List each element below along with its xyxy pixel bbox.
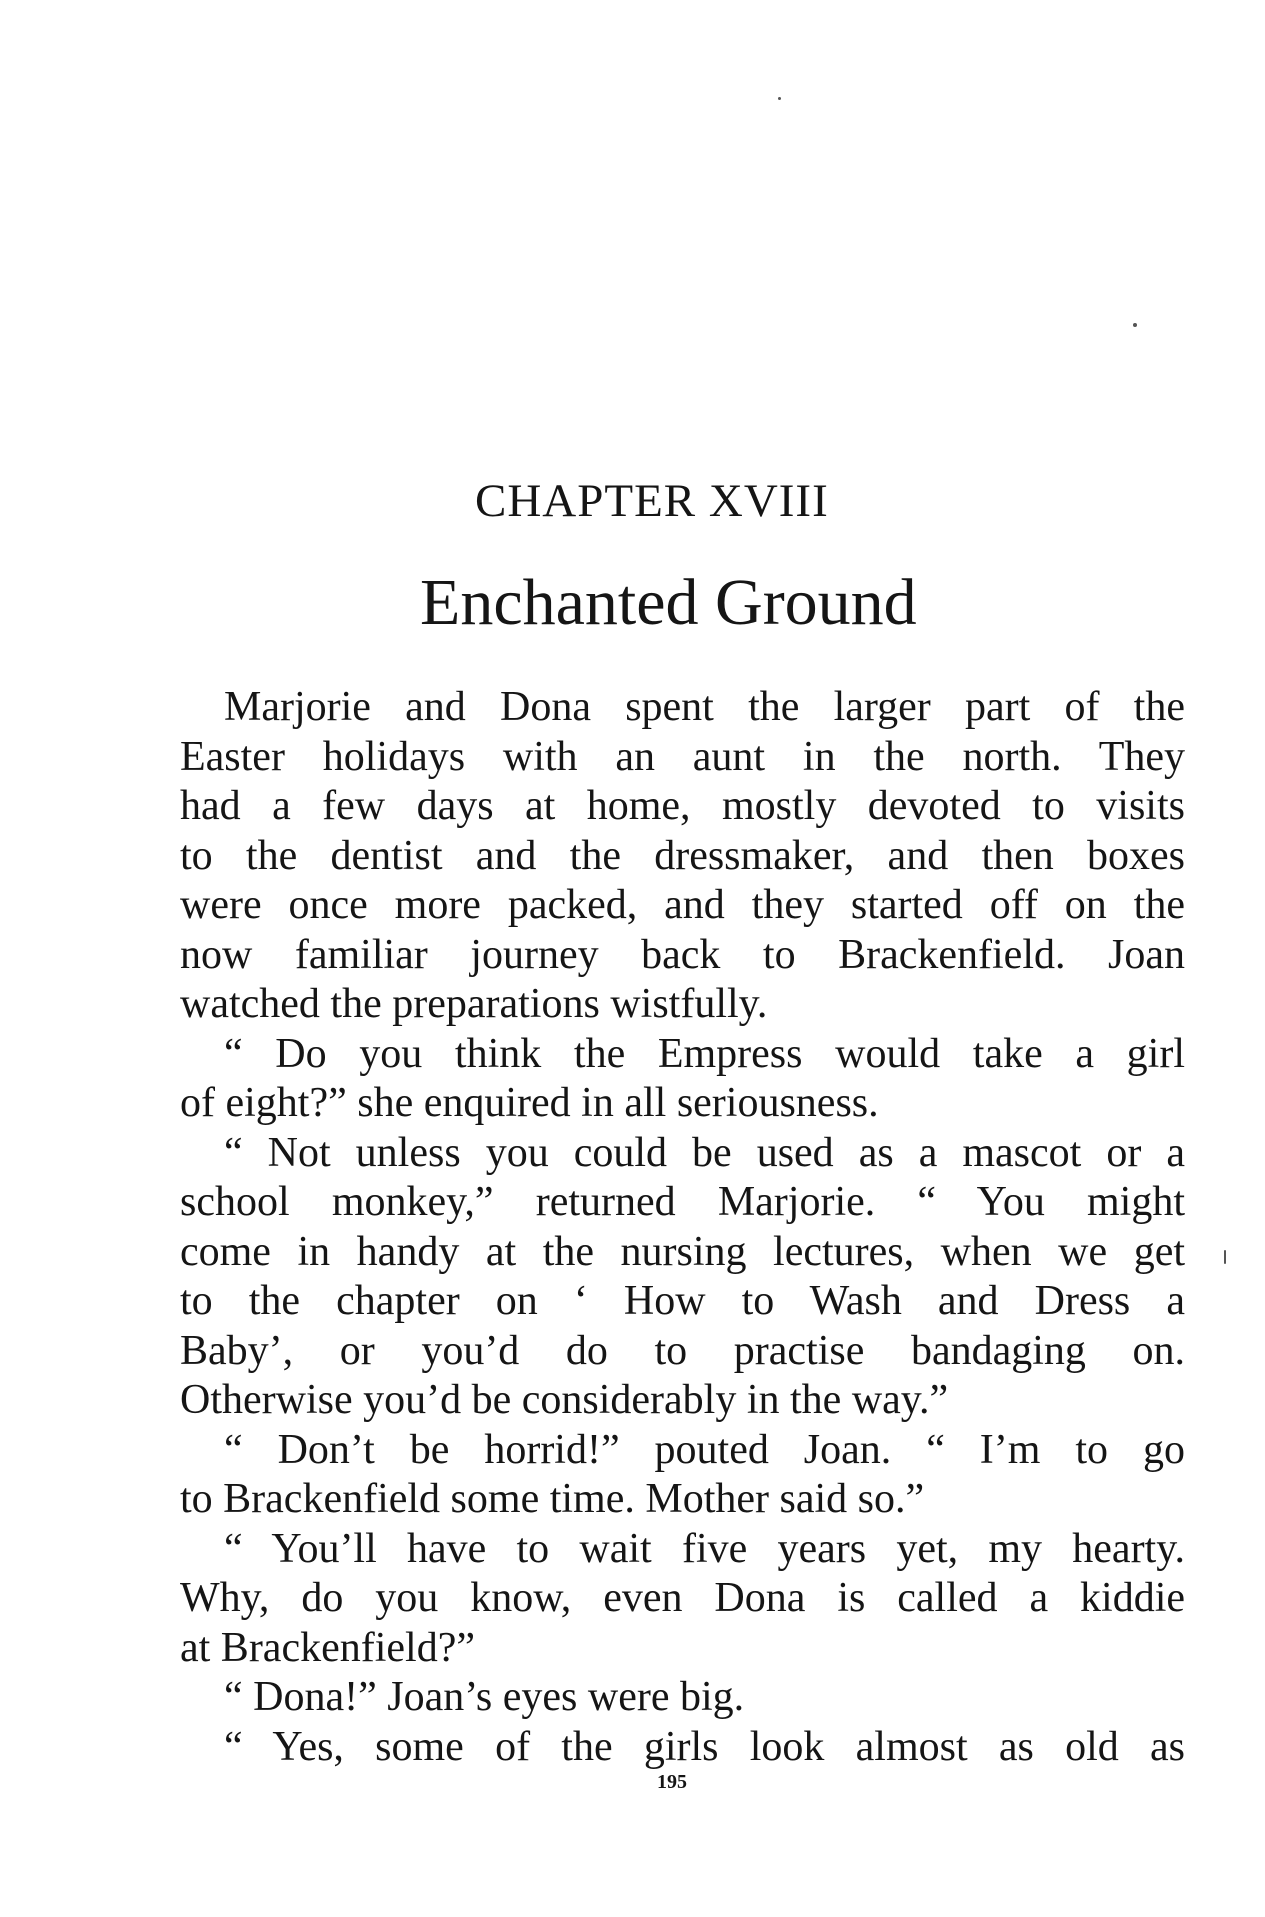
text-line: “ Dona!” Joan’s eyes were big. [224, 1674, 745, 1720]
text-line: had a few days at home, mostly devoted to visits [180, 783, 1185, 829]
text-line: now familiar journey back to Brackenfield. Joan [180, 931, 1185, 978]
chapter-text [180, 683, 1185, 1772]
text-line: to the dentist and the dressmaker, and then boxes [180, 832, 1185, 879]
text-line: were once more packed, and they started off on the [180, 882, 1185, 928]
chapter-number: CHAPTER XVIII [475, 475, 829, 527]
text-line: Marjorie and Dona spent the larger part of the [224, 684, 1185, 730]
text-line: of eight?” she enquired in all seriousness. [180, 1080, 879, 1126]
text-line: “ You’ll have to wait five years yet, my hearty. [224, 1525, 1185, 1572]
text-line: come in handy at the nursing lectures, when we get [180, 1228, 1185, 1275]
text-line: “ Not unless you could be used as a mascot or a [224, 1129, 1185, 1176]
chapter-title: Enchanted Ground [420, 566, 917, 639]
text-line: Why, do you know, even Dona is called a kiddie [180, 1575, 1185, 1621]
text-line: “ Don’t be horrid!” pouted Joan. “ I’m to go [224, 1426, 1185, 1473]
text-line: school monkey,” returned Marjorie. “ You might [180, 1179, 1185, 1225]
text-line: “ Do you think the Empress would take a girl [224, 1030, 1185, 1077]
text-line: Baby’, or you’d do to practise bandaging on. [180, 1327, 1185, 1374]
text-line: at Brackenfield?” [180, 1624, 475, 1671]
text-line: to the chapter on ‘ How to Wash and Dress a [180, 1278, 1185, 1324]
text-line: Otherwise you’d be considerably in the way.” [180, 1377, 949, 1423]
scan-speck [1224, 1250, 1226, 1264]
text-line: Easter holidays with an aunt in the north. They [180, 733, 1185, 780]
text-line: watched the preparations wistfully. [180, 981, 768, 1027]
page-number: 195 [657, 1771, 687, 1793]
text-line: to Brackenfield some time. Mother said so.” [180, 1476, 925, 1522]
scan-speck [778, 97, 781, 100]
scan-speck [1133, 323, 1137, 327]
text-line: “ Yes, some of the girls look almost as old as [224, 1723, 1185, 1770]
